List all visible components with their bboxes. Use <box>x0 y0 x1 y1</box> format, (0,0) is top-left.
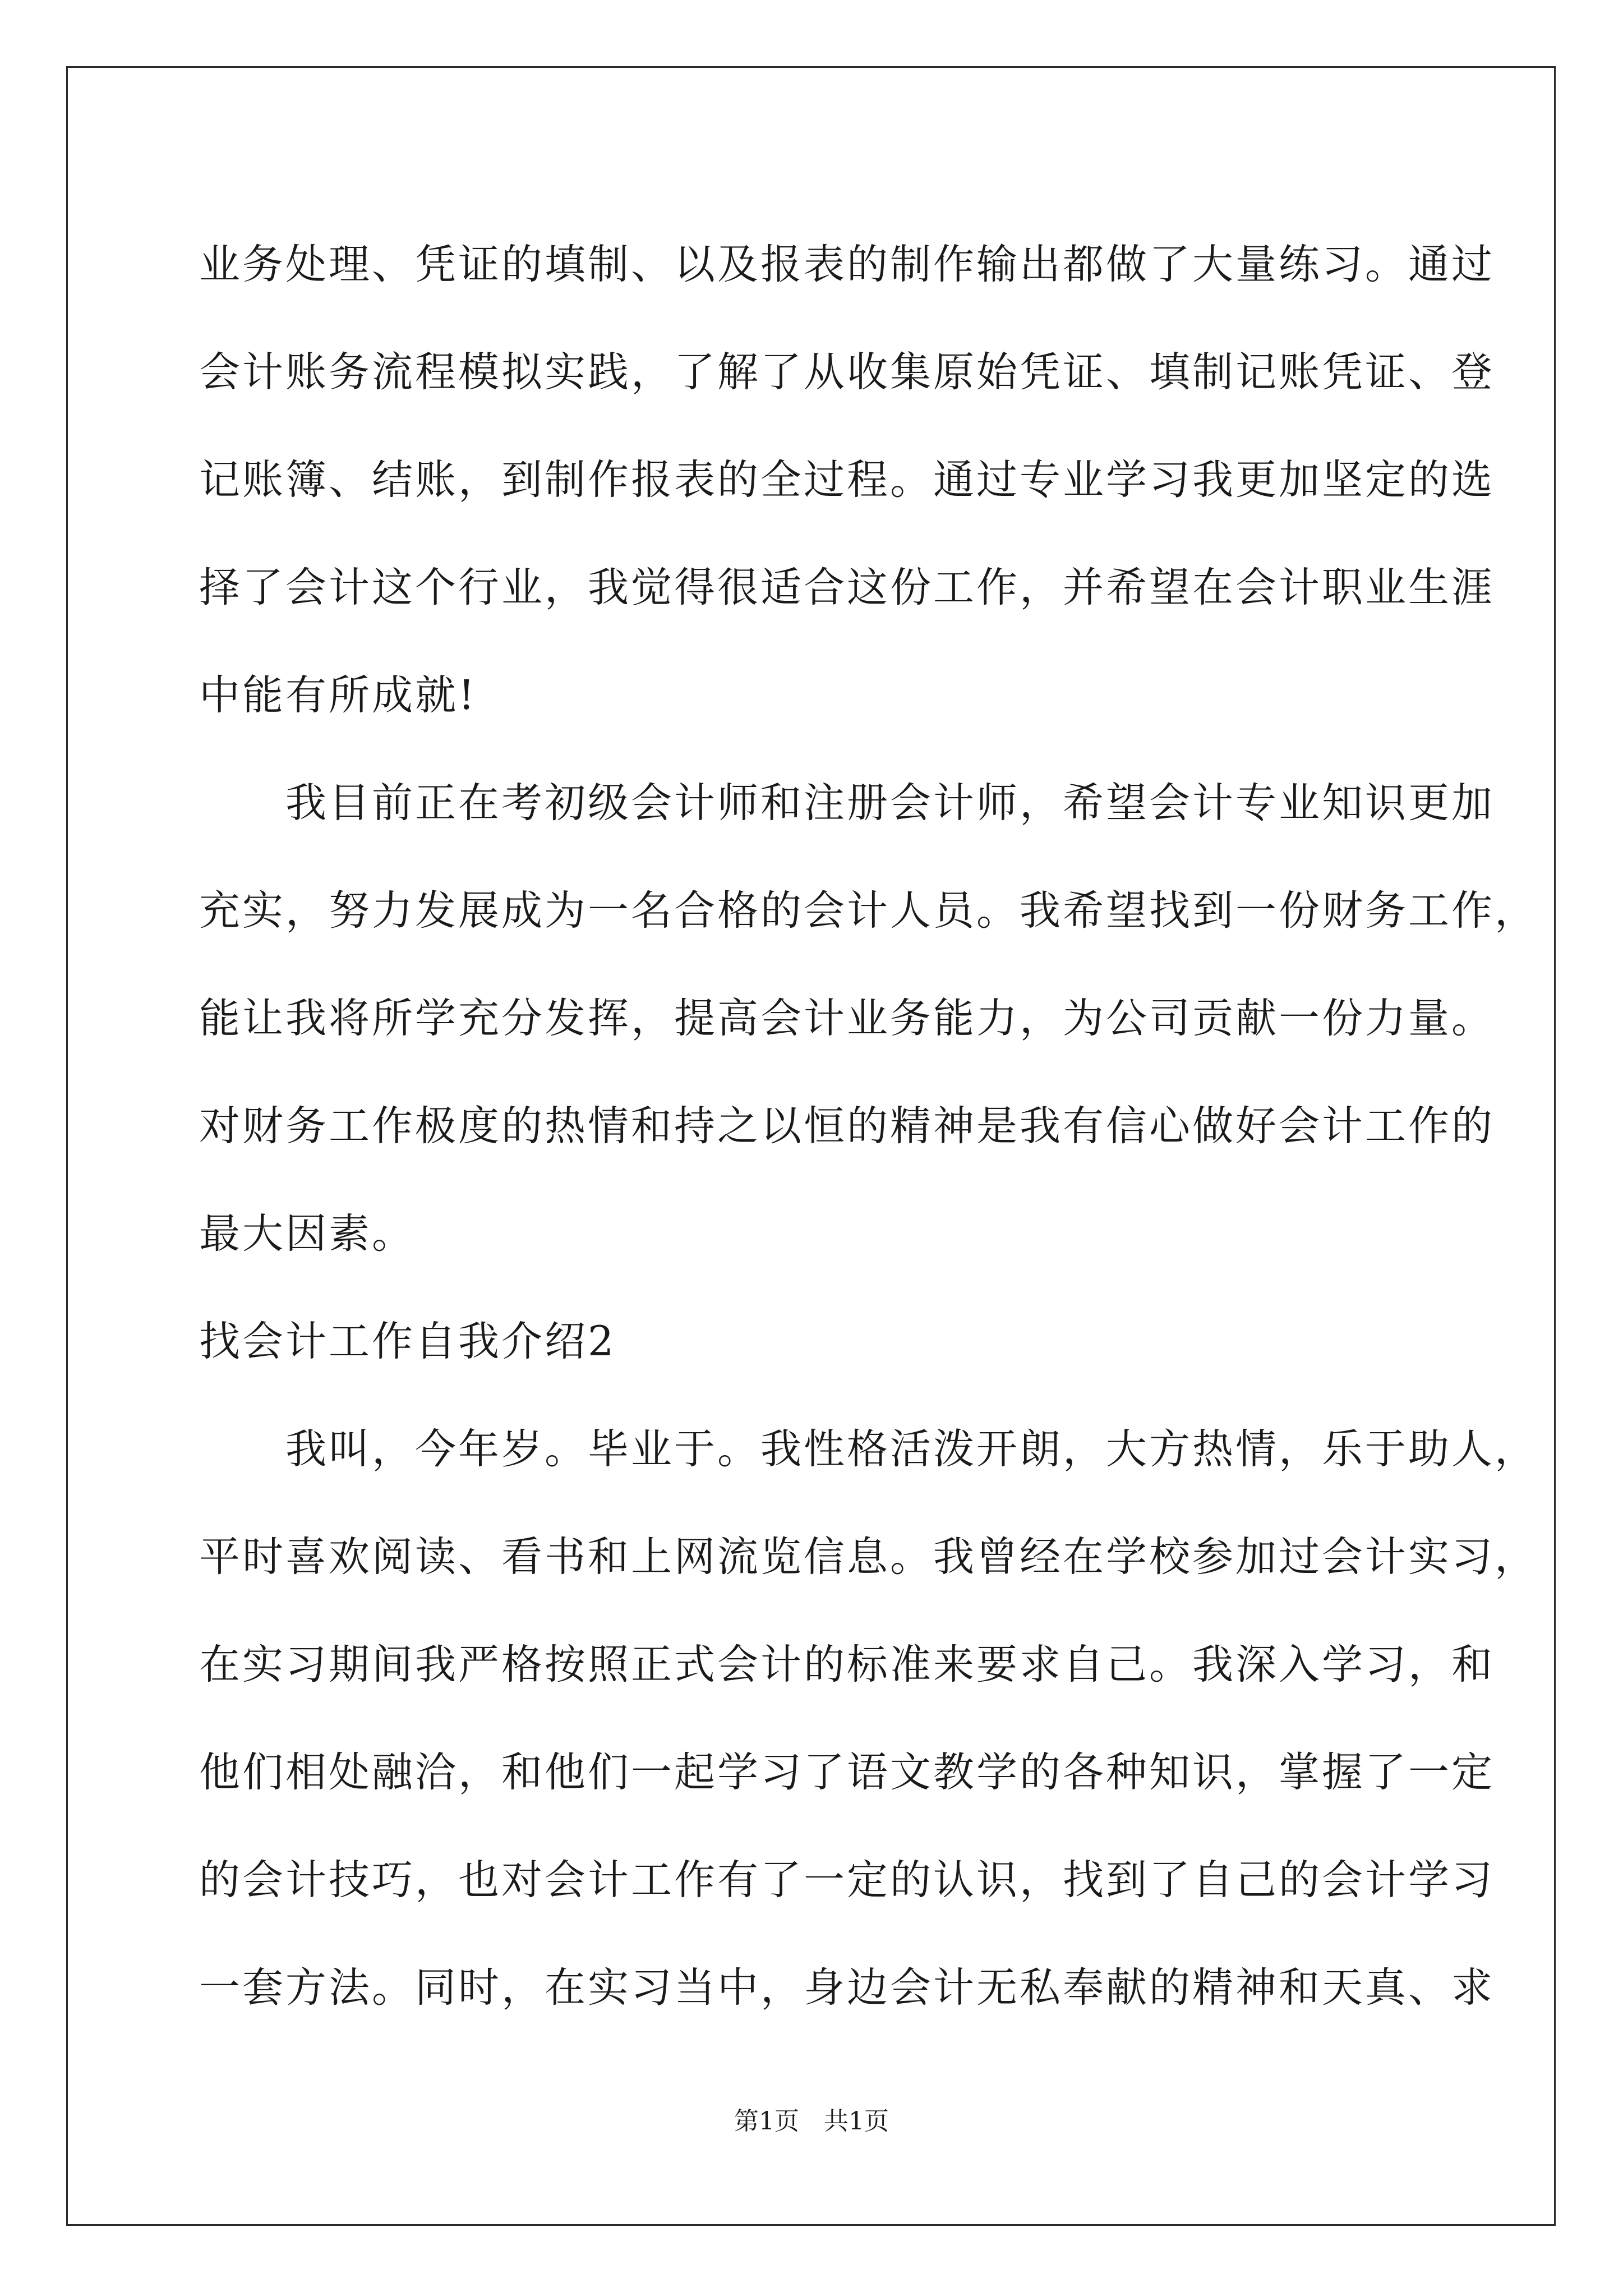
text-line: 在实习期间我严格按照正式会计的标准来要求自己。我深入学习，和 <box>199 1641 1495 1688</box>
text-line: 对财务工作极度的热情和持之以恒的精神是我有信心做好会计工作的 <box>199 1102 1495 1150</box>
section-heading: 找会计工作自我介绍2 <box>199 1318 616 1365</box>
page-number-footer: 第1页 共1页 <box>734 2107 889 2136</box>
text-line: 中能有所成就! <box>199 671 477 719</box>
document-body <box>199 211 1538 2042</box>
text-line: 能让我将所学充分发挥，提高会计业务能力，为公司贡献一份力量。 <box>199 995 1495 1042</box>
text-line: 会计账务流程模拟实践，了解了从收集原始凭证、填制记账凭证、登 <box>199 348 1495 396</box>
text-line: 充实，努力发展成为一名合格的会计人员。我希望找到一份财务工作， <box>199 887 1538 935</box>
text-line: 我目前正在考初级会计师和注册会计师，希望会计专业知识更加 <box>199 779 1495 827</box>
text-line: 我叫，今年岁。毕业于。我性格活泼开朗，大方热情，乐于助人， <box>199 1425 1538 1473</box>
text-line: 他们相处融洽，和他们一起学习了语文教学的各种知识，掌握了一定 <box>199 1749 1495 1796</box>
text-line: 择了会计这个行业，我觉得很适合这份工作，并希望在会计职业生涯 <box>199 564 1495 611</box>
text-line: 业务处理、凭证的填制、以及报表的制作输出都做了大量练习。通过 <box>199 241 1495 288</box>
text-line: 记账簿、结账，到制作报表的全过程。通过专业学习我更加坚定的选 <box>199 456 1495 504</box>
text-line: 平时喜欢阅读、看书和上网流览信息。我曾经在学校参加过会计实习， <box>199 1533 1538 1581</box>
text-line: 的会计技巧，也对会计工作有了一定的认识，找到了自己的会计学习 <box>199 1856 1495 1904</box>
text-line: 最大因素。 <box>199 1210 415 1258</box>
text-line: 一套方法。同时，在实习当中，身边会计无私奉献的精神和天真、求 <box>199 1964 1495 2012</box>
